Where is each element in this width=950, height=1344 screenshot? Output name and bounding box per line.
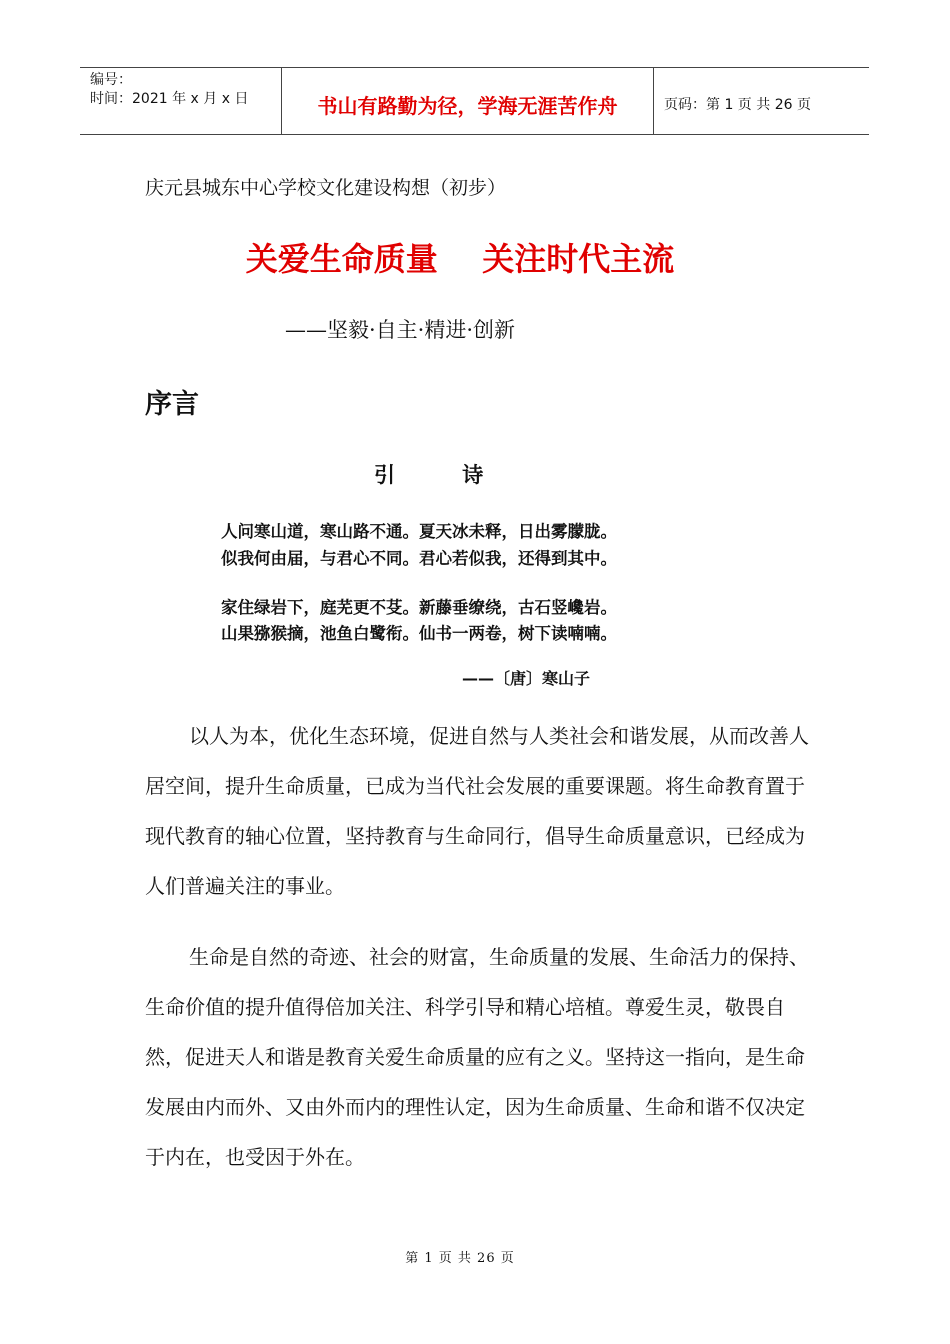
subtitle: ——坚毅·自主·精进·创新 [285, 318, 516, 342]
poem-line: 人问寒山道，寒山路不通。夏天冰未释，日出雾朦胧。 [221, 522, 617, 541]
page-info: 页码：第 1 页 共 26 页 [664, 97, 811, 113]
header-page-cell [654, 68, 869, 134]
number-label: 编号： [90, 72, 132, 88]
header-table [80, 67, 869, 135]
poem-line: 山果猕猴摘，池鱼白鹭衔。仙书一两卷，树下读喃喃。 [221, 624, 617, 643]
poem-line: 家住绿岩下，庭芜更不芟。新藤垂缭绕，古石竖巉岩。 [221, 598, 617, 617]
poem-attribution: ——〔唐〕寒山子 [462, 669, 591, 688]
main-title: 关爱生命质量 关注时代主流 [245, 240, 675, 278]
doc-title: 庆元县城东中心学校文化建设构想（初步） [145, 177, 507, 199]
time-label: 时间：2021 年 x 月 x 日 [90, 91, 249, 107]
poem-line: 似我何由届，与君心不同。君心若似我，还得到其中。 [221, 549, 617, 568]
body-paragraph: 生命是自然的奇迹、社会的财富，生命质量的发展、生命活力的保持、生命价值的提升值得倍加关注、科学引导和精心培植。尊爱生灵，敬畏自然，促进天人和谐是教育关爱生命质量的应有之义。坚持这一指向，是生命发展由内而外、又由外而内的理性认定，因为生命质量、生命和谐不仅决定于内在，也受因于外在。 [145, 945, 809, 1169]
header-motto-cell [282, 68, 654, 134]
motto-text: 书山有路勤为径，学海无涯苦作舟 [317, 93, 618, 118]
poem-title: 引 诗 [374, 463, 484, 487]
body-paragraph: 以人为本，优化生态环境，促进自然与人类社会和谐发展，从而改善人居空间，提升生命质量，已成为当代社会发展的重要课题。将生命教育置于现代教育的轴心位置，坚持教育与生命同行，倡导生命质量意识，已经成为人们普遍关注的事业。 [145, 724, 809, 898]
preface-heading: 序言 [145, 389, 199, 420]
page-footer: 第 1 页 共 26 页 [405, 1251, 515, 1266]
header-meta-cell [80, 68, 282, 134]
